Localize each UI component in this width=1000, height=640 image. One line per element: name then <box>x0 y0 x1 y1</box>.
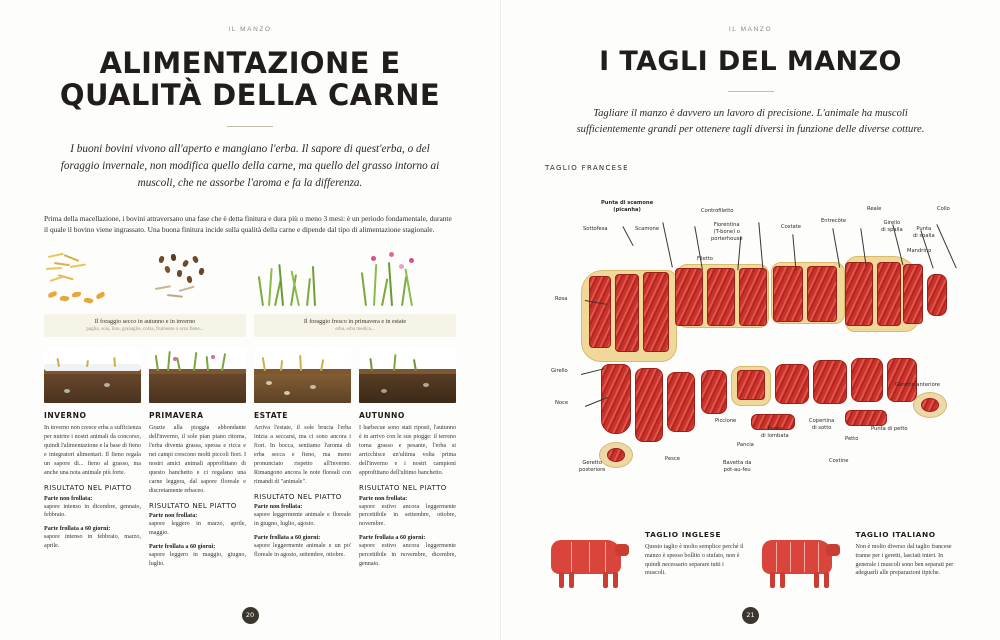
season-primavera <box>149 411 246 574</box>
forage-hay <box>44 250 141 312</box>
card-body: Non è molto diverso dal taglio francese tranne per i geretti, lasciati interi. In generale i muscoli sono ben separati per adeguarli alle preparazioni tipiche. <box>855 544 954 577</box>
season-result-head: RISULTATO NEL PIATTO <box>254 492 342 501</box>
label-pancia: Pancia <box>737 442 754 449</box>
label-controfiletto: Controfiletto <box>701 208 734 215</box>
folio-right <box>501 604 1000 624</box>
label-scamone: Scamone <box>635 226 660 233</box>
seasons-columns <box>44 411 456 574</box>
page-number: 20 <box>242 607 259 624</box>
beef-cuts-diagram <box>545 178 957 498</box>
label-geretto-anteriore: Geretto anteriore <box>895 382 940 389</box>
card-title: TAGLIO ITALIANO <box>855 530 936 539</box>
card-taglio-italiano <box>756 530 957 592</box>
season-note-label: Parte non frollata: <box>149 513 198 520</box>
label-collo: Collo <box>937 206 950 213</box>
season-body: I barbecue sono stati riposti, l'autunno è in arrivo con le sue piogge: il terreno torna grasso e pesante, l'erba si arricchisce un'ultima volta prima dell'inverno e i nostri campioni approfittano dell'ultimo banchetto. <box>359 425 456 476</box>
season-note-text: sapore intenso in dicembre, gennaio, febbraio. <box>44 503 141 519</box>
season-note-label: Parte non frollata: <box>359 495 408 502</box>
cut-reale <box>845 262 873 326</box>
intro-paragraph: Prima della macellazione, i bovini attraversano una fase che è detta finitura e dura più o meno 3 mesi: è un periodo fondamentale, durante il quale il bovino viene ingrassato. Una buona finitura incide sulla qualità della carne e dipende dal tipo di alimentazione stagionale. <box>44 213 452 234</box>
label-sottofesa: Sottofesa <box>583 226 608 233</box>
soil-summer <box>254 349 351 403</box>
label-punta-di-lombata: Punta di lombata <box>761 426 789 440</box>
label-punta-di-spalla: Punta di spalla <box>913 226 935 240</box>
forage-caption-dry: Il foraggio secco in autunno e in inverno paglia, soia, lino, granaglie, colza, frumento o orzo fieno... <box>44 314 246 338</box>
cut-picanha <box>589 276 611 348</box>
cow-illustration-inglese <box>545 530 637 592</box>
cow-illustration-italiano <box>756 530 848 592</box>
running-head-left: IL MANZO <box>228 26 272 33</box>
forage-flowering-grass <box>359 250 456 312</box>
cut-costate <box>773 266 803 322</box>
season-note-label: Parte frollata a 60 giorni: <box>359 535 426 542</box>
season-note-label: Parte non frollata: <box>44 495 93 502</box>
label-reale: Reale <box>867 206 882 213</box>
season-note-text: sapore leggermente animale e un po' floreale in agosto, settembre, ottobre. <box>254 543 351 559</box>
season-result-head: RISULTATO NEL PIATTO <box>359 483 447 492</box>
lede-left: I buoni bovini vivono all'aperto e mangiano l'erba. Il sapore di quest'erba, o del foraggio invernale, non modifica quello della carne, ma quello del grasso intorno ai muscoli, che ne assorbe l'aroma e fa la differenza. <box>60 142 440 189</box>
label-mandrino: Mandrino <box>907 248 932 255</box>
cut-controfiletto <box>675 268 703 326</box>
season-title: INVERNO <box>44 411 87 421</box>
season-inverno <box>44 411 141 574</box>
page-title-right: I TAGLI DEL MANZO <box>599 46 902 77</box>
season-body: In inverno non cresce erba a sufficienza per nutrire i nostri animali da concorso, quindi l'alimentazione e la base di fieno e integratori alimentari. Il fieno regala un sapore di... fieno al grasso, ma anche una nota animale più forte. <box>44 425 142 476</box>
cut-pancia <box>737 370 765 400</box>
label-pesce: Pesce <box>665 456 680 463</box>
season-title: ESTATE <box>254 411 288 421</box>
season-estate <box>254 411 351 574</box>
cut-entrecote <box>807 266 837 322</box>
season-autunno <box>359 411 456 574</box>
season-result-head: RISULTATO NEL PIATTO <box>149 501 237 510</box>
season-note-text: sapore intenso in febbraio, marzo, aprile. <box>44 534 141 550</box>
folio-left <box>0 604 500 624</box>
forage-caption-fresh: Il foraggio fresco in primavera e in estate erba, erba medica... <box>254 314 456 338</box>
season-note-label: Parte frollata a 60 giorni: <box>149 544 216 551</box>
label-petto: Petto <box>845 436 859 443</box>
label-girello-di-spalla: Girello di spalla <box>881 220 903 234</box>
season-title: AUTUNNO <box>359 411 405 421</box>
season-title: PRIMAVERA <box>149 411 204 421</box>
season-note-text: sapore leggero in marzo, aprile, maggio. <box>149 521 246 537</box>
leader-line <box>623 227 634 247</box>
cut-sottofesa <box>615 274 639 352</box>
cut-scamone <box>643 272 669 352</box>
soil-spring <box>149 349 246 403</box>
card-body: Questo taglio è molto semplice perché il manzo è spesso bollito o stufato, non è quindi necessario separare tutti i muscoli. <box>645 544 744 577</box>
label-entrecote: Entrecôte <box>821 218 847 225</box>
forage-captions <box>44 314 456 338</box>
cut-punta-petto <box>887 358 917 402</box>
cut-pesce <box>701 370 727 414</box>
label-punta-di-petto: Punta di petto <box>871 426 908 433</box>
season-body: Grazie alla pioggia abbondante dell'inverno, il sole pian piano ritorna, l'erba diventa grassa, spessa e ricca e nei campi crescono molti piccoli fiori. I nostri amici animali approfittano di questo banchetto e ci regalano una carne leggera, dal sapore floreale e discretamente erbaceo. <box>149 425 246 494</box>
cut-petto <box>851 358 883 402</box>
title-divider-right <box>728 89 774 94</box>
running-head-right: IL MANZO <box>728 26 773 33</box>
label-piccione: Piccione <box>715 418 737 425</box>
season-note-text: sapore leggermente animale e floreale in giugno, luglio, agosto. <box>254 512 351 528</box>
cut-girello-spalla <box>877 262 901 326</box>
season-note-label: Parte non frollata: <box>254 504 303 511</box>
page-number: 21 <box>742 607 759 624</box>
card-taglio-inglese <box>545 530 746 592</box>
cut-rosa <box>601 364 631 434</box>
season-result-head: RISULTATO NEL PIATTO <box>44 483 132 492</box>
season-body: Arriva l'estate, il sole brucia l'erba inizia a seccarsi, ma ci sono ancora i fiori. In bocca, sentiamo l'aroma di erba secca e fieno, ma meno pronunciato rispetto all'inverno. Rimangono ancora le note floreali con rimandi di "animale". <box>254 425 351 485</box>
label-bavetta: Bavetta da pot-au-feu <box>723 460 752 474</box>
title-divider-left <box>227 124 273 129</box>
label-costate: Costate <box>781 224 801 231</box>
right-page <box>500 0 1000 640</box>
cut-fiorentina <box>707 268 735 326</box>
label-punta-di-scamone: Punta di scamone (picanha) <box>601 200 654 214</box>
cut-girello <box>635 368 663 442</box>
cut-filetto <box>739 268 767 326</box>
label-costine: Costine <box>829 458 849 465</box>
page-title-left: ALIMENTAZIONE E QUALITÀ DELLA CARNE <box>59 46 441 113</box>
cut-punta-spalla <box>903 264 923 324</box>
butchery-style-cards <box>545 530 956 592</box>
card-title: TAGLIO INGLESE <box>645 530 722 539</box>
forage-grass <box>254 250 351 312</box>
label-noce: Noce <box>555 400 569 407</box>
label-copertina-di-sotto: Copertina di sotto <box>809 418 835 432</box>
label-geretto-posteriore: Geretto posteriore <box>579 460 606 474</box>
cut-collo <box>927 274 947 316</box>
lede-right: Tagliare il manzo è davvero un lavoro di precisione. L'animale ha muscoli sufficientemente grandi per ottenere tagli diversi in funzione delle diverse cotture. <box>576 108 925 136</box>
leader-line <box>663 223 673 268</box>
label-girello: Girello <box>551 368 568 375</box>
label-fiorentina: Fiorentina (T-bone) o porterhouse <box>711 222 743 242</box>
cut-punta-lombata <box>775 364 809 404</box>
season-note-text: sapore estivo ancora leggermente percettibile in novembre, dicembre, gennaio. <box>359 543 456 567</box>
cut-costine <box>845 410 887 426</box>
leader-line <box>759 223 764 269</box>
section-label-taglio-francese: TAGLIO FRANCESE <box>545 164 629 173</box>
season-note-label: Parte frollata a 60 giorni: <box>44 526 111 533</box>
cut-copertina-sotto <box>813 360 847 404</box>
forage-pellets <box>149 250 246 312</box>
soil-winter <box>44 349 141 403</box>
forage-illustrations <box>44 250 456 312</box>
label-filetto: Filetto <box>697 256 713 263</box>
label-rosa: Rosa <box>555 296 568 303</box>
soil-autumn <box>359 349 456 403</box>
soil-illustrations <box>44 349 456 403</box>
season-note-text: sapore leggero in maggio, giugno, luglio. <box>149 552 246 567</box>
season-note-label: Parte frollata a 60 giorni: <box>254 535 321 542</box>
season-note-text: sapore estivo ancora leggermente percettibile in settembre, ottobre, novembre. <box>359 503 456 528</box>
leader-line <box>937 225 957 269</box>
cut-noce <box>667 372 695 432</box>
